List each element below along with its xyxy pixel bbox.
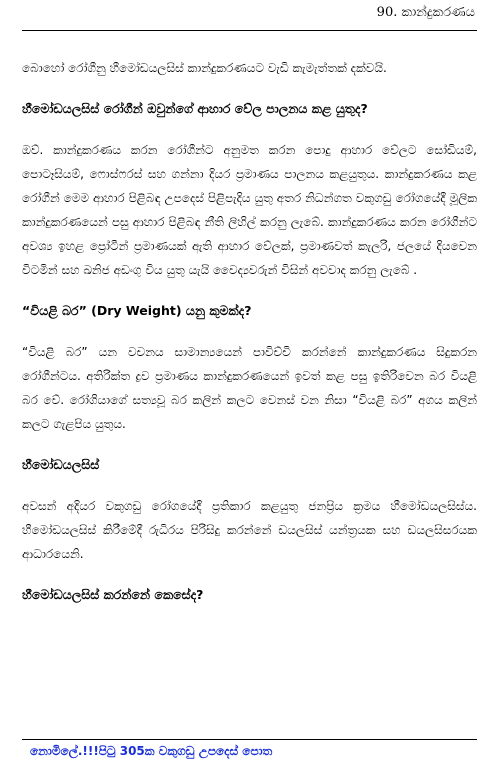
answer-dry-weight-paragraph: “වියළි බර” යන වචනය සාමාන්‍යයෙන් පාවිච්චි කරන්නේ කාන්දුකරණය සිදුකරන රෝගීන්ටය. අතිරික්ත ද්‍රව ප්‍රමාණය කාන්දුකරණයෙන් ඉවත් කළ පසු ඉතිරිවෙන බර වියළි බර වේ. රෝගියාගේ සත්‍යවූ බර කලින් කලට වෙනස් වන නිසා “වියළි බර” අගය කලින් කලට ගැළපිය යුතුය. [22,345,477,431]
section-hemodialysis-heading: හීමෝඩයලසිස් [22,457,100,472]
hemodialysis-paragraph: අවසන් අදියර වකුගඩු රෝගයේදී ප්‍රතිකාර කළයුතු ජනප්‍රිය ක්‍රමය හීමෝඩයලසිස්ය. හීමෝඩයලසිස් කිරීමේදී රුධිරය පිරිසිදු කරන්නේ ඩයලසිස් යන්ත්‍රයක සහ ඩයලසිසරයක ආධාරයෙනි. [22,499,477,561]
footer-divider [22,739,477,740]
header-divider [22,30,477,31]
question-dry-weight-heading: “වියළි බර” (Dry Weight) යනු කුමක්ද? [22,303,252,318]
running-header-title: 90. කාන්දුකරණය [376,5,475,20]
question-how-heading: හීමෝඩයලසිස් කරන්නේ කෙසේද? [22,587,204,602]
page-body [22,56,477,624]
answer-diet-paragraph: ඔව්. කාන්දුකරණය කරන රෝගීන්ට අනුමත කරන පොදු ආහාර වේලට සෝඩියම්, පොටෑසියම්, ෆොස්ෆරස් සහ ගන්නා දියර ප්‍රමාණය පාලනය කළයුතුය. කාන්දුකරණය කළ රෝගීන් මෙම ආහාර පිළිබඳ උපදෙස් පිළිපැදිය යුතු අතර නිධන්ගත වකුගඩු රෝගයේදී මූලික කාන්දුකරණයෙන් පසු ආහාර පිළිබඳ නීති ලිහිල් කරනු ලැබේ. කාන්දුකරණය කරන රෝගීන්ට අවශ්‍ය ඉහළ ප්‍රෝටීන් ප්‍රමාණයක් ඇති ආහාර වේලක්, ප්‍රමාණවත් කැලරි, ජලයේ දියවෙන විටමින් සහ ඛනිජ අඩංගු විය යුතු යැයි වෛද්‍යවරුන් විසින් අවවාද කරනු ලැබේ . [22,143,477,277]
question-diet-heading: හීමෝඩයලසිස් රෝගීන් ඔවුන්ගේ ආහාර වේල පාලනය කළ යුතුද? [22,101,368,116]
footer-note: නොමිලේ.!!!පිටු 305ක වකුගඩු උපදෙස් පොත [30,744,273,758]
intro-paragraph: බොහෝ රෝගීනු හීමෝඩයලසිස් කාන්දුකරණයට වැඩි කැමැත්තක් දක්වයි. [22,61,387,75]
